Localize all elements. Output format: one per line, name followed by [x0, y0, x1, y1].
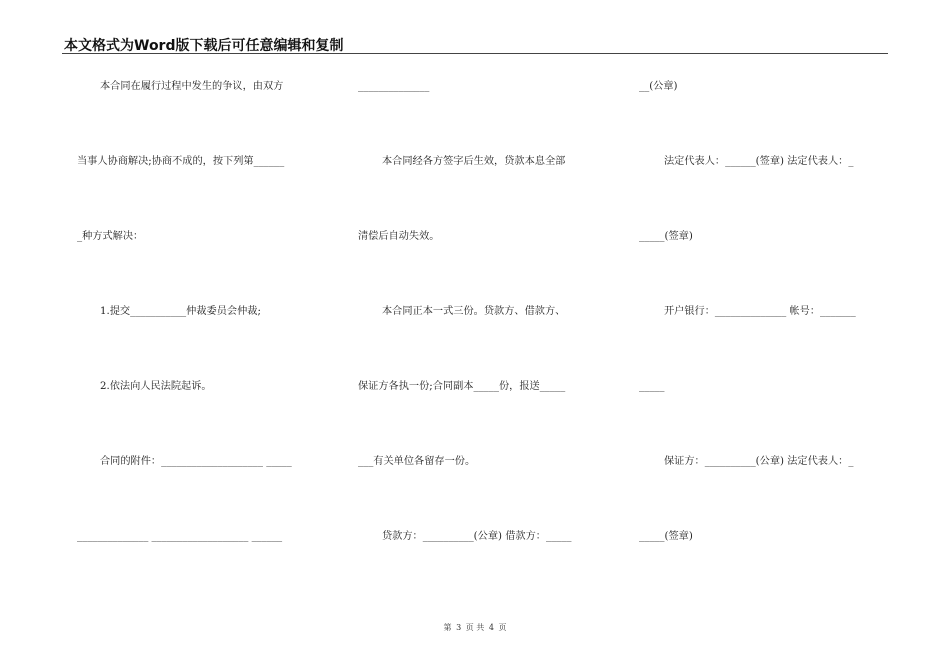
left-line-1: 本合同在履行过程中发生的争议，由双方 — [100, 81, 284, 92]
page-label-mid: 页 共 — [465, 623, 485, 632]
left-line-6: 合同的附件：____________________ _____ — [100, 456, 292, 467]
left-line-3: _种方式解决： — [77, 231, 144, 242]
right-line-2: 法定代表人：______(签章) 法定代表人：_ — [664, 156, 854, 167]
right-line-4: 开户银行：______________ 帐号：_______ — [664, 306, 856, 317]
right-line-7: _____(签章) — [639, 531, 693, 542]
current-page: 3 — [456, 623, 462, 632]
right-line-3: _____(签章) — [639, 231, 693, 242]
middle-line-1: ______________ — [358, 81, 430, 92]
header-title: 本文格式为Word版下载后可任意编辑和复制 — [64, 38, 344, 54]
left-line-2: 当事人协商解决;协商不成的，按下列第______ — [77, 156, 285, 167]
middle-line-7: 贷款方：__________(公章) 借款方：_____ — [382, 531, 572, 542]
left-line-7: ______________ ___________________ ______ — [77, 531, 283, 542]
page-label-suffix: 页 — [498, 623, 507, 632]
middle-line-4: 本合同正本一式三份。贷款方、借款方、 — [382, 306, 566, 317]
middle-line-2: 本合同经各方签字后生效，贷款本息全部 — [382, 156, 566, 167]
header-divider — [62, 53, 888, 54]
page-number — [0, 622, 950, 633]
right-line-1: __(公章) — [639, 81, 678, 92]
left-line-4: 1.提交___________仲裁委员会仲裁; — [100, 306, 261, 317]
right-line-5: _____ — [639, 381, 665, 392]
page-label-prefix: 第 — [443, 623, 452, 632]
left-line-5: 2.依法向人民法院起诉。 — [100, 381, 212, 392]
middle-line-3: 清偿后自动失效。 — [358, 231, 440, 242]
right-line-6: 保证方：__________(公章) 法定代表人：_ — [664, 456, 854, 467]
middle-line-6: ___有关单位各留存一份。 — [358, 456, 476, 467]
total-pages: 4 — [488, 623, 494, 632]
middle-line-5: 保证方各执一份;合同副本_____份，报送_____ — [358, 381, 566, 392]
